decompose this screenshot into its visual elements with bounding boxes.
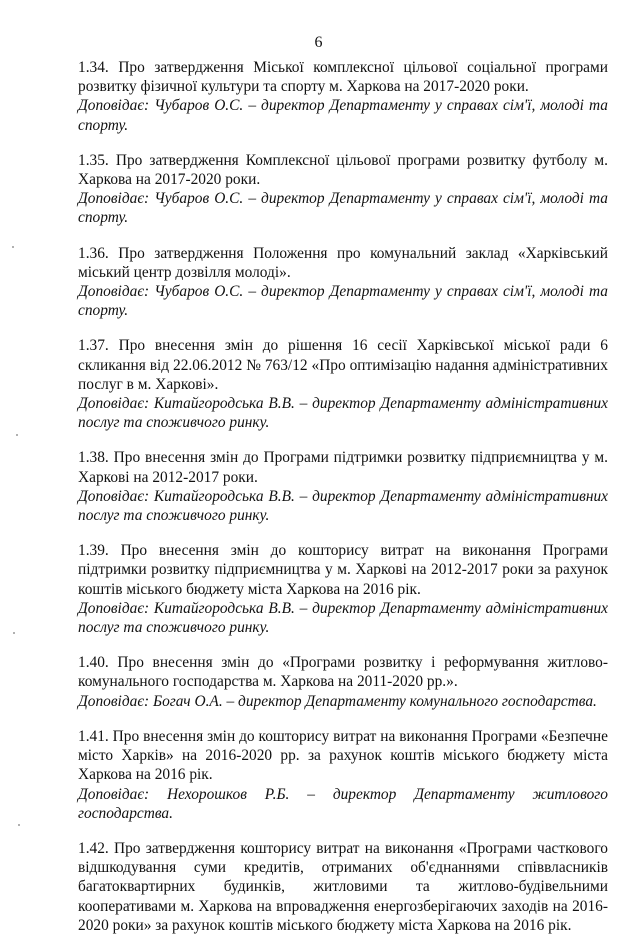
agenda-item-speaker: Доповідає: Чубаров О.С. – директор Департаменту у справах сім'ї, молоді та спорту.	[78, 283, 608, 320]
scan-artifact	[18, 824, 20, 826]
agenda-item-title: 1.35. Про затвердження Комплексної цільової програми розвитку футболу м. Харкова на 2017-2020 роки.	[78, 151, 608, 189]
scan-artifact	[12, 246, 14, 248]
agenda-item-speaker: Доповідає: Богач О.А. – директор Департаменту комунального господарства.	[78, 692, 597, 710]
scan-artifact	[16, 434, 18, 436]
agenda-item-1-38	[78, 448, 608, 525]
agenda-item-1-35	[78, 151, 608, 228]
agenda-item-speaker: Доповідає: Китайгородська В.В. – директор Департаменту адміністративних послуг та споживчого ринку.	[78, 395, 608, 432]
agenda-item-1-37	[78, 336, 608, 432]
agenda-item-speaker: Доповідає: Нехорошков Р.Б. – директор Департаменту житлового господарства.	[78, 785, 608, 822]
page-number: 6	[314, 34, 323, 51]
agenda-item-1-41	[78, 727, 608, 823]
agenda-item-1-42	[78, 839, 608, 935]
scan-artifact	[13, 632, 15, 634]
agenda-item-speaker: Доповідає: Чубаров О.С. – директор Департаменту у справах сім'ї, молоді та спорту.	[78, 190, 608, 227]
agenda-item-title: 1.39. Про внесення змін до кошторису витрат на виконання Програми підтримки розвитку підприємництва у м. Харкові на 2012-2017 роки за рахунок коштів міського бюджету міста Харкова на 2016 рік.	[78, 542, 608, 598]
agenda-item-speaker: Доповідає: Китайгородська В.В. – директор Департаменту адміністративних послуг та споживчого ринку.	[78, 487, 608, 525]
agenda-item-1-39	[78, 541, 608, 637]
agenda-item-title: 1.37. Про внесення змін до рішення 16 сесії Харківської міської ради 6 скликання від 22.06.2012 № 763/12 «Про оптимізацію надання адміністративних послуг в м. Харкові».	[78, 337, 608, 393]
agenda-item-title: 1.36. Про затвердження Положення про комунальний заклад «Харківський міський центр дозвілля молоді».	[78, 244, 608, 281]
agenda-item-1-36	[78, 244, 608, 321]
agenda-item-title: 1.38. Про внесення змін до Програми підтримки розвитку підприємництва у м. Харкові на 2012-2017 роки.	[78, 449, 608, 486]
agenda-item-1-40	[78, 653, 608, 711]
agenda-item-title: 1.42. Про затвердження кошторису витрат на виконання «Програми часткового відшкодування суми кредитів, отриманих об'єднаннями співвласників багатоквартирних будинків, житловими та житлово-будівельними кооперативами м. Харкова на впровадження енергозберігаючих заходів на 2016-2020 роки» за рахунок коштів міського бюджету міста Харкова на 2016 рік.	[78, 839, 608, 934]
agenda-item-title: 1.40. Про внесення змін до «Програми розвитку і реформування житлово-комунального господарства м. Харкова на 2011-2020 рр.».	[78, 654, 608, 691]
agenda-item-1-34	[78, 58, 608, 135]
agenda-item-speaker: Доповідає: Чубаров О.С. – директор Департаменту у справах сім'ї, молоді та спорту.	[78, 97, 608, 134]
agenda-list	[78, 58, 608, 951]
agenda-item-title: 1.41. Про внесення змін до кошторису витрат на виконання Програми «Безпечне місто Харків» на 2016-2020 рр. за рахунок коштів міського бюджету міста Харкова на 2016 рік.	[78, 727, 608, 784]
agenda-item-title: 1.34. Про затвердження Міської комплексної цільової соціальної програми розвитку фізичної культури та спорту м. Харкова на 2017-2020 роки.	[78, 59, 608, 96]
agenda-item-speaker: Доповідає: Китайгородська В.В. – директор Департаменту адміністративних послуг та споживчого ринку.	[78, 599, 608, 637]
